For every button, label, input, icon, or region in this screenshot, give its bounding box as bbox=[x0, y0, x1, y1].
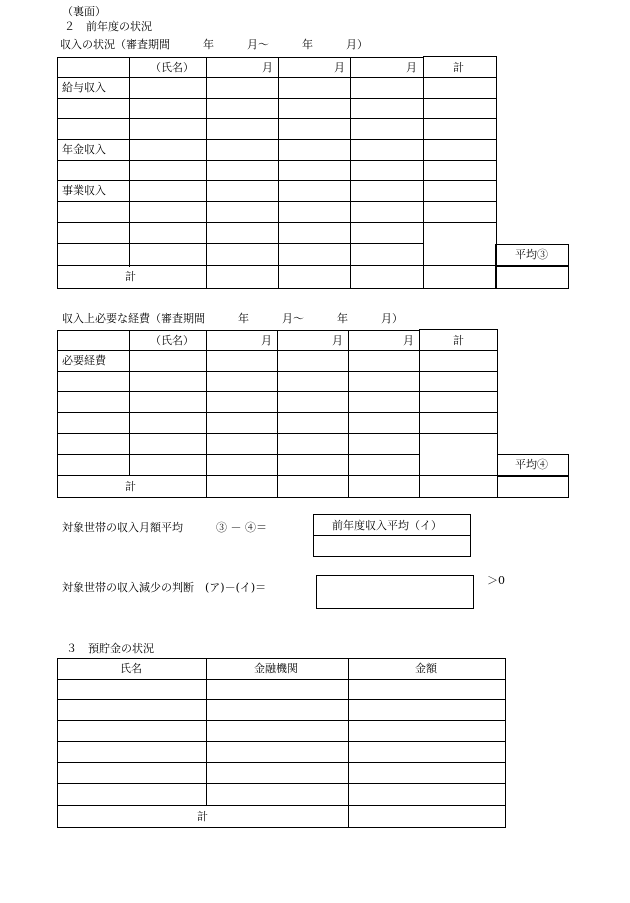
section3-title: ３ 預貯金の状況 bbox=[66, 642, 154, 655]
monthly-average-label: 対象世帯の収入月額平均 ③ － ④＝ bbox=[62, 521, 267, 534]
savings-col-amount: 金額 bbox=[415, 662, 437, 675]
income-row-pension: 年金収入 bbox=[62, 143, 106, 156]
income-caption: 収入の状況（審査期間 年 月～ 年 月） bbox=[60, 38, 368, 51]
savings-col-bank: 金融機関 bbox=[254, 662, 298, 675]
expenses-col-month-1: 月 bbox=[261, 334, 272, 347]
income-total-column bbox=[423, 56, 497, 289]
expenses-total-column bbox=[419, 329, 498, 498]
savings-col-name: 氏名 bbox=[120, 662, 142, 675]
income-col-month-2: 月 bbox=[334, 61, 345, 74]
decrease-judgement-label: 対象世帯の収入減少の判断 (ア)－(イ)＝ bbox=[62, 581, 267, 594]
income-total-label: 計 bbox=[125, 270, 136, 283]
expenses-caption: 収入上必要な経費（審査期間 年 月～ 年 月） bbox=[62, 312, 403, 325]
income-average-label: 平均③ bbox=[515, 248, 548, 261]
greater-than-zero: ＞0 bbox=[487, 574, 505, 587]
expenses-average-label: 平均④ bbox=[515, 458, 548, 471]
income-col-month-1: 月 bbox=[262, 61, 273, 74]
expenses-row-required: 必要経費 bbox=[62, 354, 106, 367]
income-col-total: 計 bbox=[453, 61, 464, 74]
decrease-result-box[interactable] bbox=[316, 575, 474, 609]
income-row-salary: 給与収入 bbox=[62, 81, 106, 94]
income-col-month-3: 月 bbox=[406, 61, 417, 74]
income-col-name: （氏名） bbox=[150, 61, 194, 74]
back-side-label: （裏面） bbox=[62, 5, 106, 18]
income-row-business: 事業収入 bbox=[62, 184, 106, 197]
expenses-col-month-3: 月 bbox=[403, 334, 414, 347]
expenses-total-label: 計 bbox=[125, 480, 136, 493]
expenses-col-month-2: 月 bbox=[332, 334, 343, 347]
prev-year-average-label: 前年度収入平均（イ） bbox=[332, 519, 442, 532]
section2-title: ２ 前年度の状況 bbox=[64, 20, 152, 33]
savings-total-row bbox=[57, 805, 506, 828]
savings-total-label: 計 bbox=[197, 810, 208, 823]
expenses-col-total: 計 bbox=[453, 334, 464, 347]
prev-year-average-box bbox=[313, 514, 471, 557]
expenses-col-name: （氏名） bbox=[150, 334, 194, 347]
